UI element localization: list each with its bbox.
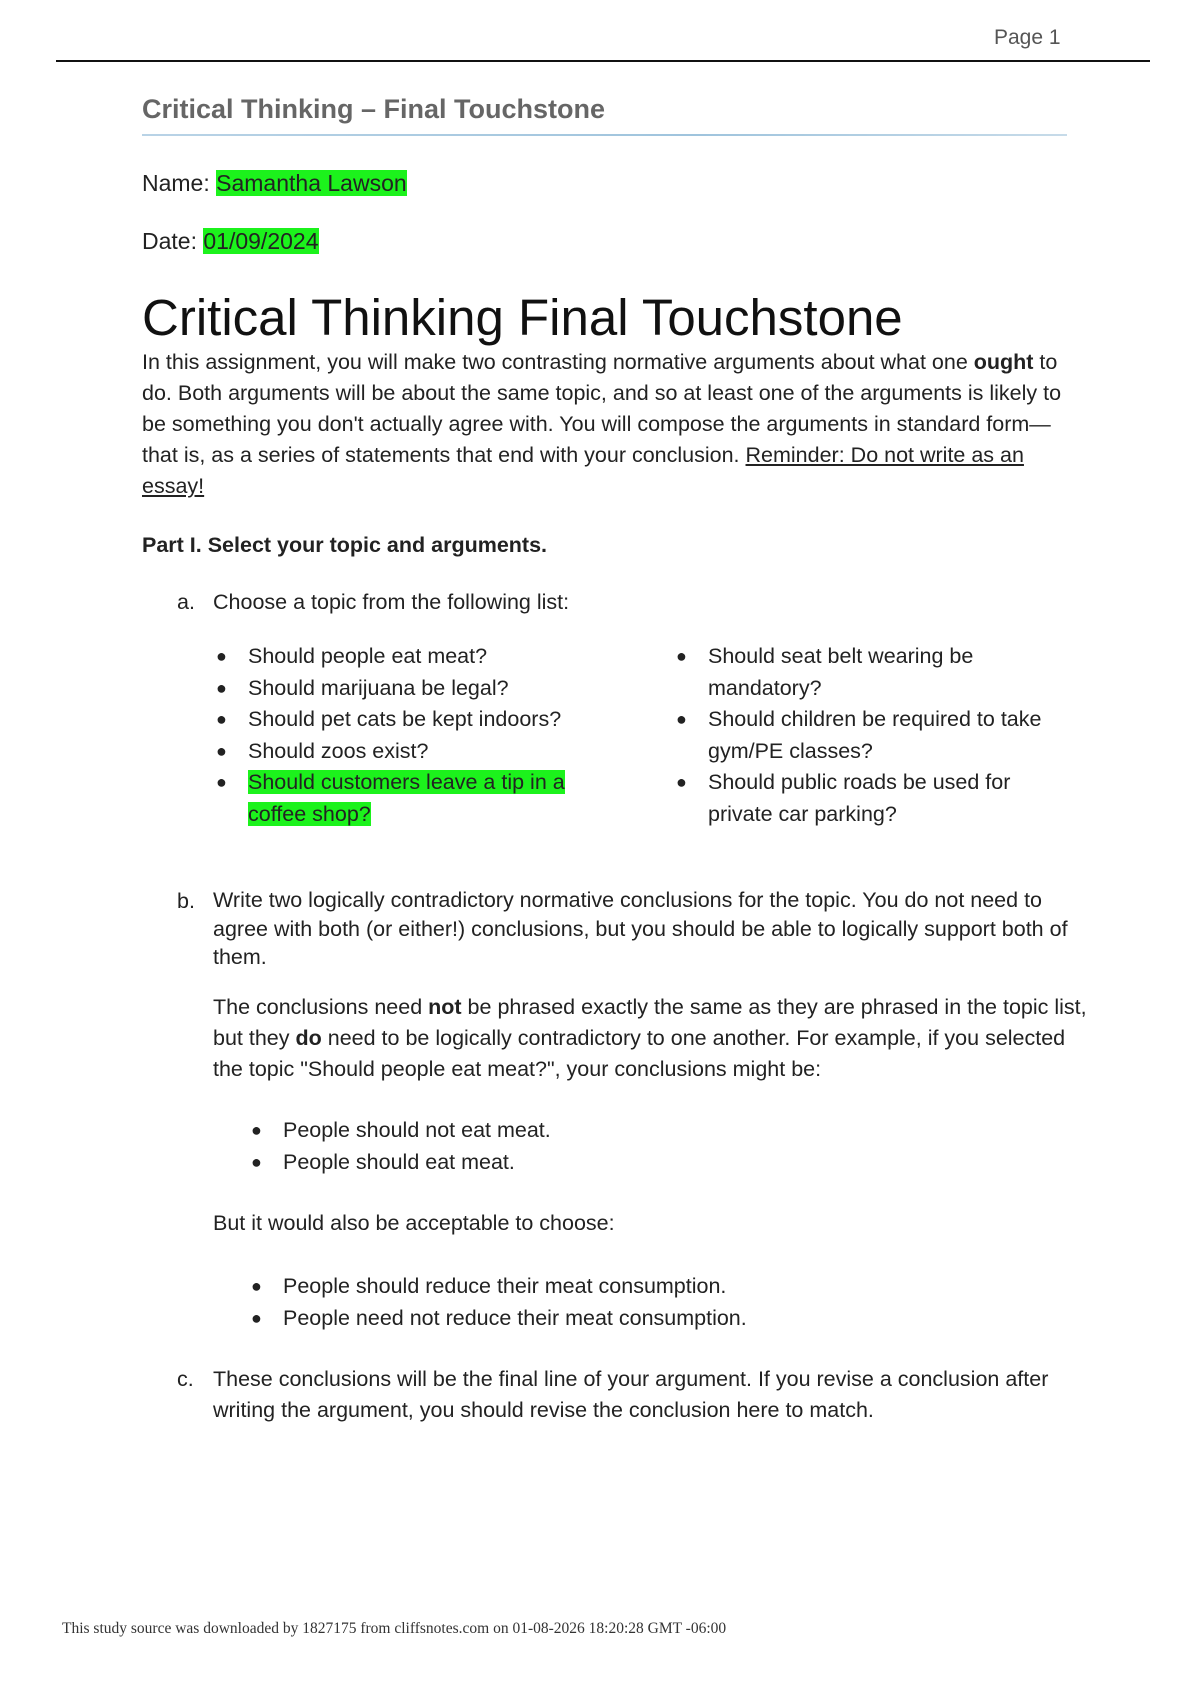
intro-text-1: In this assignment, you will make two contrasting normative arguments about what one [142, 350, 974, 374]
list-item: ● Should zoos exist? [213, 736, 568, 768]
page-number: Page 1 [994, 26, 1061, 49]
date-value: 01/09/2024 [203, 228, 319, 254]
bullet-icon: ● [251, 1151, 262, 1172]
bullet-icon: ● [216, 740, 227, 761]
list-item: ● Should seat belt wearing be mandatory? [673, 641, 1073, 704]
step-a-text: Choose a topic from the following list: [213, 590, 570, 614]
list-item: ● People should reduce their meat consumption. [248, 1271, 1048, 1303]
step-c-letter: c. [177, 1367, 194, 1391]
bullet-icon: ● [216, 677, 227, 698]
intro-bold-ought: ought [973, 350, 1034, 374]
step-a-letter: a. [177, 590, 195, 614]
date-field [142, 228, 319, 255]
list-item: ● Should marijuana be legal? [213, 673, 568, 705]
step-b-paragraph: The conclusions need not be phrased exactly the same as they are phrased in the topic list, but they do need to be logically contradictory to one another. For example, if you selected the topic "Should people eat meat?", your conclusions might be: [213, 995, 1087, 1081]
step-b-letter: b. [177, 889, 195, 913]
intro-reminder: Reminder: Do not write as an essay! [142, 443, 1024, 498]
bullet-icon: ● [216, 709, 227, 729]
example-conclusions-1 [248, 1115, 1048, 1178]
download-footer: This study source was downloaded by 1827175 from cliffsnotes.com on 01-08-2026 18:20:28 GMT -06:00 [62, 1620, 727, 1637]
name-field [142, 170, 407, 197]
document-title: Critical Thinking – Final Touchstone [142, 94, 606, 124]
bullet-icon: ● [216, 772, 227, 792]
bullet-icon: ● [251, 1120, 262, 1140]
bullet-icon: ● [216, 646, 227, 666]
list-item: ● People need not reduce their meat consumption. [248, 1303, 1048, 1335]
also-acceptable-text: But it would also be acceptable to choose: [213, 1211, 615, 1235]
header-rule [56, 60, 1150, 62]
name-label: Name: [142, 170, 210, 196]
topic-list-right [673, 641, 1073, 830]
name-value: Samantha Lawson [216, 170, 407, 196]
bullet-icon: ● [676, 646, 687, 666]
list-item: ● People should not eat meat. [248, 1115, 1048, 1147]
example-conclusions-2 [248, 1271, 1048, 1334]
bold-not: not [428, 995, 462, 1019]
list-item: ● Should children be required to take gym/PE classes? [673, 704, 1073, 767]
intro-paragraph [142, 347, 1072, 502]
main-title: Critical Thinking Final Touchstone [142, 289, 903, 346]
bullet-icon: ● [676, 709, 687, 729]
list-item: ● Should pet cats be kept indoors? [213, 704, 568, 736]
selected-topic: Should customers leave a tip in a coffee shop? [248, 770, 565, 826]
step-c-text: These conclusions will be the final line of your argument. If you revise a conclusion after writing the argument, you should revise the conclusion here to match. [213, 1367, 1049, 1422]
list-item: ● Should public roads be used for private car parking? [673, 767, 1073, 830]
date-label: Date: [142, 228, 197, 254]
title-underline [142, 134, 1067, 136]
topic-list-left [213, 641, 568, 830]
list-item: ● People should eat meat. [248, 1147, 1048, 1179]
bullet-icon: ● [251, 1276, 262, 1296]
list-item-selected-topic [213, 767, 568, 830]
bullet-icon: ● [676, 772, 687, 792]
bullet-icon: ● [251, 1307, 262, 1328]
part-one-heading: Part I. Select your topic and arguments. [142, 533, 548, 557]
list-item: ● Should people eat meat? [213, 641, 568, 673]
step-b-text: Write two logically contradictory normative conclusions for the topic. You do not need to agree with both (or either!) conclusions, but you should be able to logically support both of them. [213, 888, 1068, 969]
bold-do: do [295, 1026, 322, 1050]
intro-text-2: to do. Both arguments will be about the same topic, and so at least one of the arguments is likely to be something you don't actually agree with. You will compose the arguments in standard form—that is, as a series of statements that end with your conclusion. [142, 350, 1062, 467]
